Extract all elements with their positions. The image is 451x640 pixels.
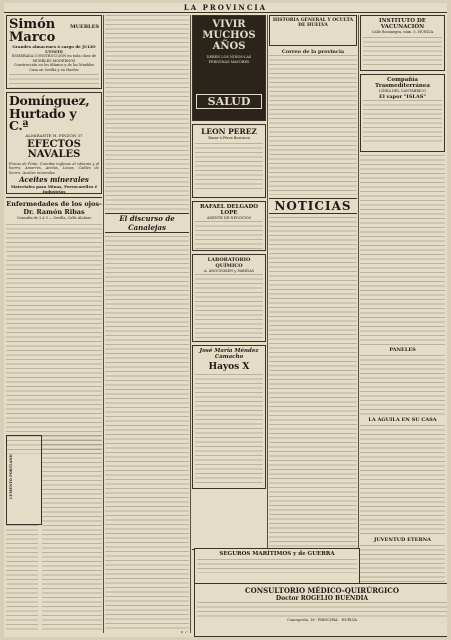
column-5 — [360, 15, 445, 633]
article-title: El discurso de Canalejas — [105, 213, 189, 233]
ad-subtitle: Consulta de 2 á 5 — Sevilla, Calle Alcázar — [16, 216, 92, 220]
ad-oil: Aceites minerales — [19, 175, 89, 185]
ad-simon-marco — [6, 15, 102, 89]
ad-subtitle: Calle Bocanegra, núm. 5, HUELVA — [371, 30, 434, 34]
ad-laboratorio — [192, 254, 266, 342]
column-rule — [103, 15, 104, 633]
newspaper-page — [4, 3, 447, 637]
ad-fine-print — [195, 143, 263, 191]
article-text — [105, 236, 189, 631]
ad-subtitle: EFECTOS NAVALES — [27, 138, 81, 160]
ad-vapor: El vapor "ISLAS" — [379, 93, 426, 100]
ad-subtitle: LÍNEA DEL CANTÁBRICO — [379, 89, 426, 93]
ad-title: LEON PEREZ — [201, 127, 257, 136]
ad-text: Fincas de Pinto, Cuerdas inglesas al cáñamo y al hierro, Amarres, Anclas, Lonas, Cables de hierro, Aceites minerales — [9, 161, 99, 175]
section-noticias: NOTICIAS — [269, 198, 357, 214]
ad-title: Compañía Trasmediterránea — [375, 77, 430, 89]
ad-fine-print — [195, 274, 263, 338]
ad-dominguez — [6, 92, 102, 194]
ad-title: SEGUROS MARÍTIMOS y de GUERRA — [219, 551, 335, 557]
article-text — [6, 224, 102, 454]
article-text — [105, 15, 189, 210]
ad-title: José María Méndez Camacho — [199, 348, 259, 360]
ad-fine-print — [9, 74, 99, 90]
ad-seguros — [194, 548, 360, 584]
article-text — [6, 525, 38, 630]
ad-title: VIVIR MUCHOS AÑOS — [202, 19, 256, 52]
box-historia — [269, 15, 357, 46]
article-text — [42, 435, 102, 630]
article-text — [360, 425, 445, 535]
ad-title: LABORATORIO QUÍMICO — [207, 257, 251, 269]
article-text — [269, 217, 357, 547]
ad-line: ESMERADA CONSTRUCCIÓN en toda clase de MUEBLES MODERNOS — [11, 54, 97, 63]
article-byline: E. C. — [180, 631, 189, 633]
ad-line: Construcción en los últimos y de los Muebles — [13, 63, 95, 67]
ad-cemento — [6, 435, 42, 525]
ad-doctor: Doctor ROGELIO BUENDIA — [275, 595, 369, 602]
ad-subtitle: Grandes almacenes á cargo de JULIO UTOITE — [12, 44, 96, 54]
ad-address: ALMIRANTE H. PINZÓN 37 — [25, 132, 83, 138]
ad-rafael — [192, 201, 266, 251]
ad-subtitle: Hayos X — [208, 362, 250, 372]
ad-title: INSTITUTO DE VACUNACIÓN — [379, 18, 426, 30]
ad-fine-print — [363, 100, 442, 142]
ad-enfermedades: Enfermedades de los ojos-Dr. Ramón Ribas — [6, 200, 102, 216]
ad-consultorio — [194, 583, 447, 637]
ad-title: CONSULTORIO MÉDICO-QUIRÚRGICO — [245, 586, 399, 595]
column-1 — [6, 15, 102, 633]
ad-leon-perez — [192, 124, 266, 198]
ad-fine-print — [197, 602, 447, 618]
ad-subtitle: Bazar á Pérez Borrasca — [208, 136, 250, 140]
ad-footer: Materiales para Minas, Ferrocarriles é Industrias — [10, 184, 98, 195]
section-title: Correo de la provincia — [281, 49, 345, 55]
ad-brand: SALUD — [196, 94, 262, 109]
ad-vivir — [192, 15, 266, 121]
section-title: PANELES — [389, 347, 416, 353]
ad-subtitle: A. ANGUISSIEN y FARIÑAS — [203, 269, 255, 273]
ad-title: CEMENTO PORTLAND — [9, 454, 13, 500]
article-text — [360, 155, 445, 345]
column-4 — [269, 15, 357, 633]
section-title: LA ÁGUILA EN SU CASA — [368, 417, 437, 423]
column-3 — [192, 15, 266, 633]
column-2 — [105, 15, 189, 633]
column-rule — [267, 15, 268, 633]
ad-subtitle: DEBEN LOS NIÑOS-LAS PERSONAS MAYORES — [206, 55, 252, 64]
ad-subtitle: AGENTE DE NEGOCIOS — [206, 216, 252, 220]
article-text — [360, 355, 445, 415]
ad-title: Simón Marco — [9, 17, 56, 45]
section-title: JUVENTUD ETERNA — [373, 537, 432, 543]
ad-instituto — [360, 15, 445, 71]
ad-fine-print — [197, 559, 357, 573]
ad-tag: MUEBLES — [70, 24, 99, 30]
article-text — [269, 55, 357, 195]
ad-compania — [360, 74, 445, 152]
column-rule — [358, 15, 359, 633]
masthead: LA PROVINCIA — [4, 3, 447, 13]
ad-title: RAFAEL DELGADO LOPE — [199, 204, 259, 216]
ad-jose-maria — [192, 345, 266, 489]
ad-title: Domínguez, Hurtado y C.ª — [9, 93, 90, 133]
ad-fine-print — [195, 374, 263, 486]
ad-fine-print — [363, 37, 442, 65]
ad-line: Casa en Sevilla y en Huelva — [29, 67, 79, 72]
column-rule — [190, 15, 191, 633]
ad-fine-print — [195, 221, 263, 249]
ad-address: Concepción, 16 · PRINCIPAL · HUELVA — [287, 618, 357, 622]
box-title: HISTORIA GENERAL Y OCULTA DE HUELVA — [272, 18, 354, 28]
